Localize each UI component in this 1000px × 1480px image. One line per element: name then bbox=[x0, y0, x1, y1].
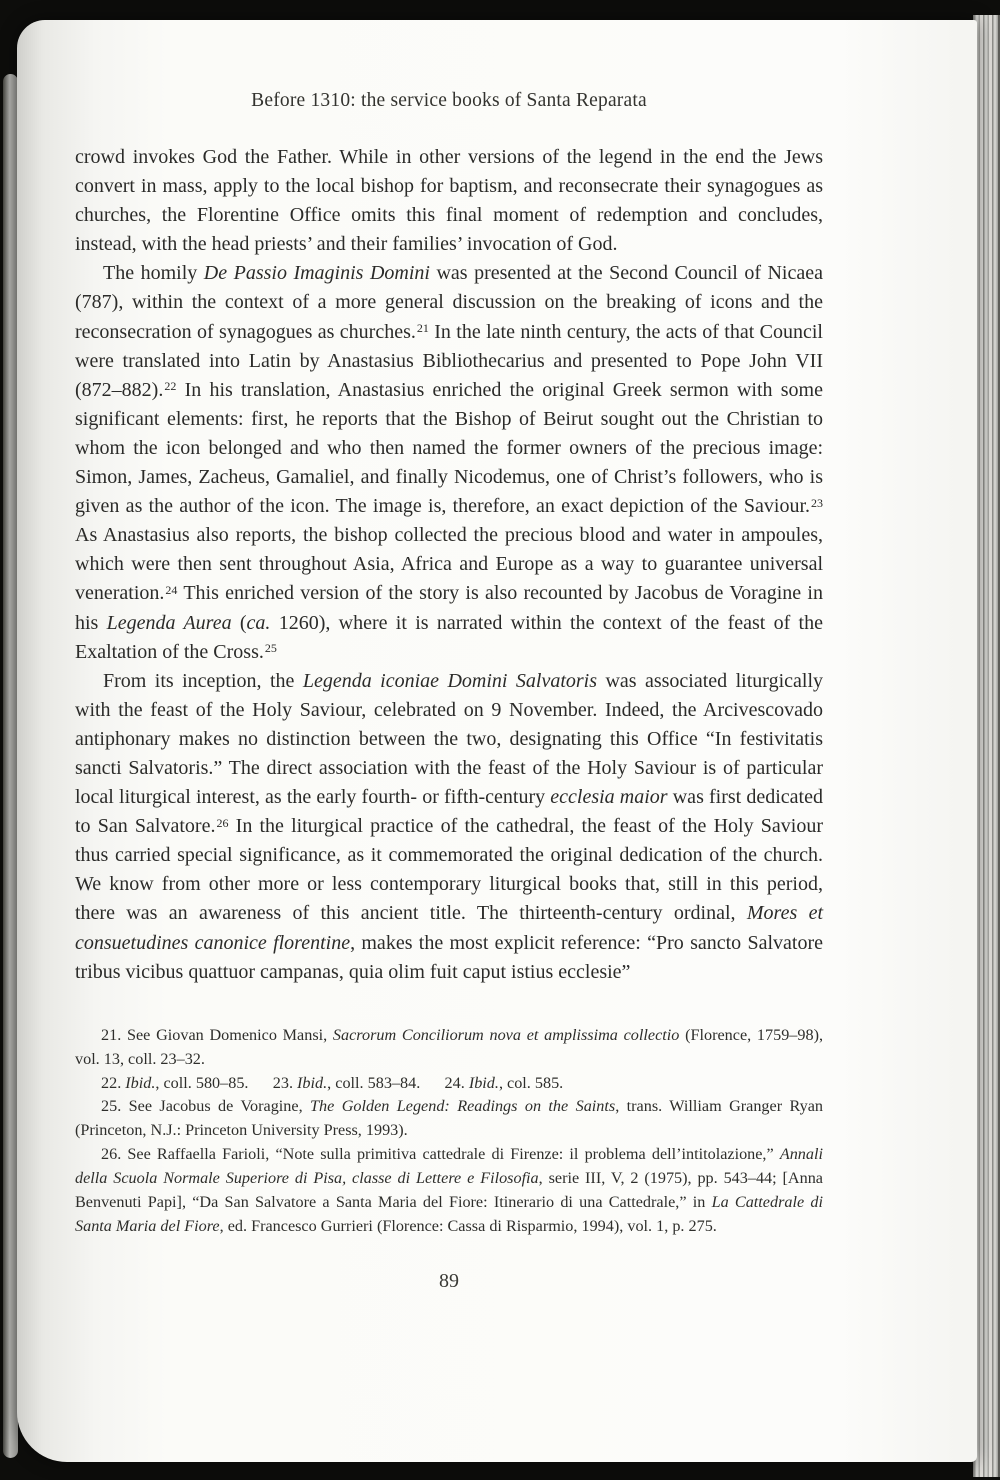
text-segment: As Anastasius also reports, the bishop collected the precious blood and water in ampoules, which were then sent throughout Asia, Africa and Europe as a way to guarantee universal veneration. bbox=[75, 524, 823, 605]
italic-segment: Legenda iconiae Domini Salvatoris bbox=[302, 669, 598, 692]
footnote-reference: 24 bbox=[165, 583, 178, 598]
footnote bbox=[75, 1024, 823, 1072]
italic-segment: Sacrorum Conciliorum nova et amplissima collectio bbox=[332, 1025, 680, 1044]
text-segment: , trans. William Granger Ryan (Princeton, N.J.: Princeton University Press, 1993). bbox=[75, 1097, 824, 1140]
italic-segment: Annali della Scuola Normale Superiore di Pisa, classe di Lettere e Filosofia bbox=[75, 1145, 823, 1188]
text-segment: 22. bbox=[101, 1073, 126, 1092]
text-segment: In the late ninth century, the acts of that Council were translated into Latin by Anastasius Bibliothecarius and presented to Pope John VII (872–882). bbox=[75, 320, 823, 401]
text-segment: 26. See Raffaella Farioli, “Note sulla primitiva cattedrale di Firenze: il problema dell’intitolazione,” bbox=[101, 1145, 780, 1164]
footnote-reference: 23 bbox=[811, 495, 823, 510]
footnote-reference: 21 bbox=[416, 321, 429, 336]
text-segment: This enriched version of the story is also recounted by Jacobus de Voragine in his bbox=[75, 582, 823, 634]
text-segment: , col. 585. bbox=[498, 1073, 564, 1092]
book-page bbox=[17, 20, 977, 1462]
italic-segment: Ibid. bbox=[468, 1073, 499, 1092]
footnote-reference: 25 bbox=[264, 641, 277, 656]
text-segment: , coll. 583–84. bbox=[327, 1073, 445, 1092]
text-segment: , serie III, V, 2 (1975), pp. 543–44; [Anna Benvenuti Papi], “Da San Salvatore a Santa Maria del Fiore: Itinerario di una Cattedrale,” in bbox=[75, 1169, 823, 1212]
text-segment: crowd invokes God the Father. While in other versions of the legend in the end the Jews convert in mass, apply to the local bishop for baptism, and reconsecrate their synagogues as churches, the Florentine Office omits this final moment of redemption and concludes, instead, with the head priests’ and their families’ invocation of God. bbox=[75, 146, 823, 256]
italic-segment: ca. bbox=[246, 611, 271, 634]
text-segment: 25. See Jacobus de Voragine, bbox=[101, 1097, 311, 1116]
text-segment: , coll. 580–85. bbox=[155, 1073, 273, 1092]
text-segment: (Florence, 1759–98), vol. 13, coll. 23–32. bbox=[75, 1025, 824, 1068]
text-segment: From its inception, the bbox=[103, 669, 303, 692]
body-paragraph bbox=[75, 143, 823, 259]
text-segment: was associated liturgically with the feast of the Holy Saviour, celebrated on 9 November. Indeed, the Arcivescovado antiphonary makes no distinction between the two, designating this Office “In festivitatis sancti Salvatoris.” The direct association with the feast of the Holy Saviour is of particular local liturgical interest, as the early fourth- or fifth-century bbox=[75, 669, 824, 809]
footnote-reference: 26 bbox=[216, 815, 229, 830]
text-segment: , makes the most explicit reference: “Pro sancto Salvatore tribus vicibus quattuor campanas, quia olim fuit caput istius ecclesie” bbox=[75, 931, 823, 983]
text-segment: In the liturgical practice of the cathedral, the feast of the Holy Saviour thus carried special significance, as it commemorated the original dedication of the church. We know from other more or less contemporary liturgical books that, still in this period, there was an awareness of this ancient title. The thirteenth-century ordinal, bbox=[75, 815, 823, 925]
body-paragraph bbox=[75, 667, 823, 987]
body-paragraph bbox=[75, 259, 823, 666]
italic-segment: The Golden Legend: Readings on the Saints bbox=[310, 1097, 616, 1116]
book-gutter-page-edge bbox=[3, 74, 18, 1458]
footnote-reference: 22 bbox=[164, 379, 177, 394]
text-segment: ( bbox=[231, 611, 247, 634]
text-column bbox=[75, 20, 823, 1293]
footnote bbox=[75, 1143, 823, 1239]
running-header: Before 1310: the service books of Santa Reparata bbox=[251, 90, 647, 111]
text-segment: 21. See Giovan Domenico Mansi, bbox=[101, 1025, 333, 1044]
text-segment: 24. bbox=[444, 1073, 469, 1092]
body-text bbox=[75, 143, 823, 987]
italic-segment: Mores et consuetudines canonice florentine bbox=[75, 902, 824, 954]
italic-segment: Legenda Aurea bbox=[106, 611, 232, 634]
footnote bbox=[75, 1095, 823, 1143]
footnote bbox=[75, 1072, 823, 1096]
stacked-page-edges bbox=[973, 15, 1000, 1477]
italic-segment: ecclesia maior bbox=[550, 786, 668, 809]
page-number: 89 bbox=[439, 1269, 459, 1292]
text-segment: was presented at the Second Council of Nicaea (787), within the context of a more general discussion on the breaking of icons and the reconsecration of synagogues as churches. bbox=[75, 262, 823, 343]
italic-segment: La Cattedrale di Santa Maria del Fiore bbox=[75, 1193, 823, 1235]
italic-segment: De Passio Imaginis Domini bbox=[203, 262, 430, 285]
italic-segment: Ibid. bbox=[125, 1073, 156, 1092]
text-segment: was first dedicated to San Salvatore. bbox=[75, 786, 823, 838]
text-segment: , ed. Francesco Gurrieri (Florence: Cassa di Risparmio, 1994), vol. 1, p. 275. bbox=[219, 1216, 717, 1235]
italic-segment: Ibid. bbox=[297, 1073, 328, 1092]
text-segment: 1260), where it is narrated within the context of the feast of the Exaltation of the Cross. bbox=[75, 611, 823, 663]
text-segment: 23. bbox=[272, 1073, 298, 1092]
text-segment: The homily bbox=[103, 262, 204, 285]
footnotes bbox=[75, 1024, 823, 1239]
text-segment: In his translation, Anastasius enriched the original Greek sermon with some significant elements: first, he reports that the Bishop of Beirut sought out the Christian to whom the icon belonged and who then named the former owners of the precious image: Simon, James, Zacheus, Gamaliel, and finally Nicodemus, one of Christ’s followers, who is given as the author of the icon. The image is, therefore, an exact depiction of the Saviour. bbox=[75, 378, 823, 518]
